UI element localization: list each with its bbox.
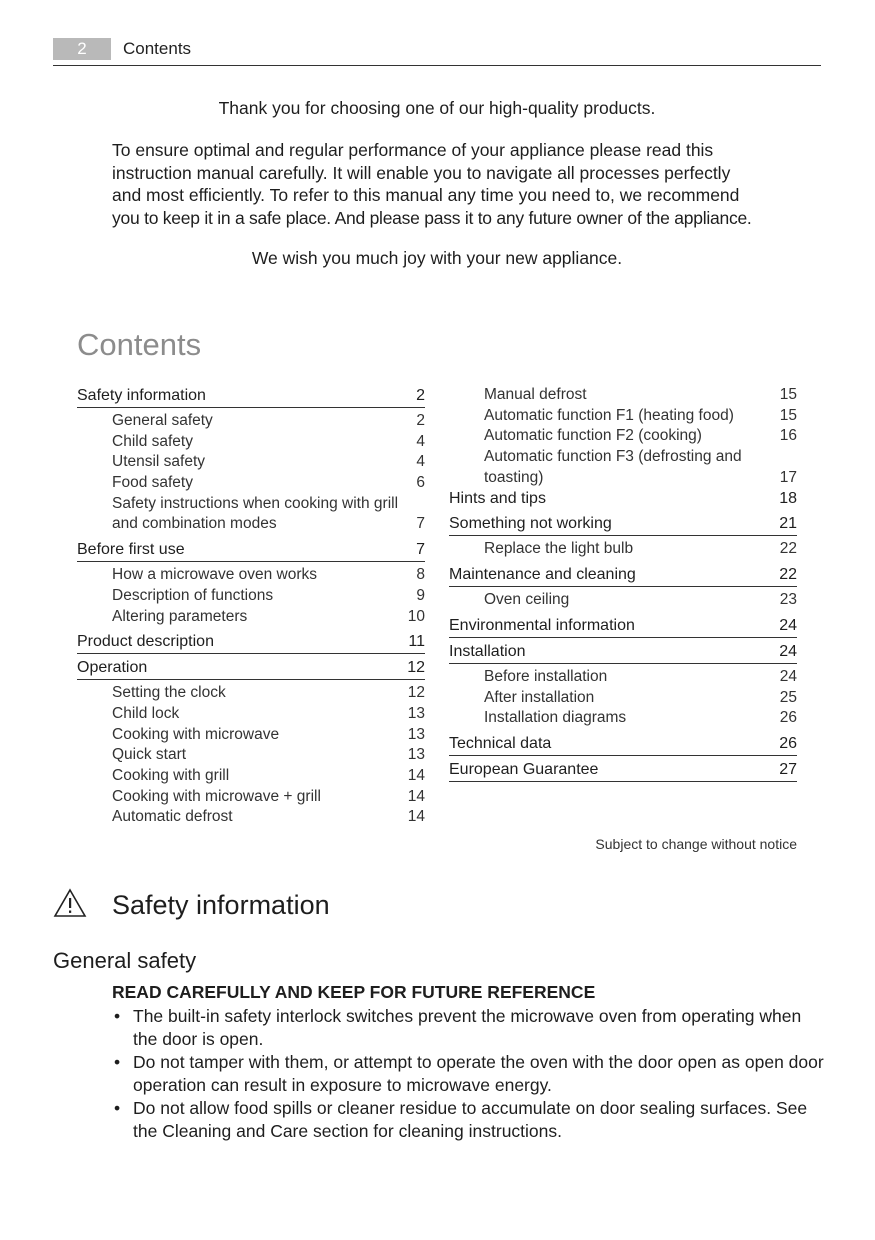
toc-subsection-title: Replace the light bulb — [484, 540, 634, 558]
toc-section[interactable] — [449, 564, 797, 587]
toc-subsection[interactable] — [77, 725, 425, 746]
safety-bullet: • The built-in safety interlock switches prevent the microwave oven from operating when the door is open. — [112, 1005, 824, 1050]
toc-section[interactable] — [77, 385, 425, 408]
toc-section-title: Before first use — [77, 541, 185, 559]
toc-subsection-page: 24 — [779, 667, 797, 685]
toc-subsection[interactable] — [77, 452, 425, 473]
toc-subsection-title: Automatic function F2 (cooking) — [484, 427, 702, 445]
safety-bullet: • Do not tamper with them, or attempt to operate the oven with the door open as open door operation can result in exposure to microwave energy. — [112, 1051, 824, 1096]
toc-subsection-title: Altering parameters — [112, 607, 248, 625]
toc-subsection[interactable] — [77, 787, 425, 808]
toc-subsection[interactable] — [77, 565, 425, 586]
toc-section[interactable] — [449, 641, 797, 664]
toc-subsection-page: 16 — [779, 427, 797, 445]
toc-subsection-title: Cooking with microwave — [112, 725, 280, 743]
toc-section[interactable] — [449, 488, 797, 510]
toc-section-page: 11 — [408, 633, 425, 651]
toc-subsection-page: 6 — [416, 474, 425, 492]
toc-subsection-page: 10 — [407, 607, 425, 625]
toc-subsection-title: Automatic defrost — [112, 808, 233, 826]
toc-section-page: 27 — [779, 760, 797, 778]
toc-section[interactable] — [77, 657, 425, 680]
toc-subsection[interactable] — [449, 539, 797, 560]
toc-subsection[interactable] — [77, 494, 425, 535]
toc-section-page: 24 — [779, 616, 797, 634]
contents-heading: Contents — [77, 327, 202, 362]
intro-line: instruction manual carefully. It will enable you to navigate all processes perfectly — [112, 162, 731, 183]
toc-subsection[interactable] — [449, 708, 797, 729]
toc-subsection-title: Before installation — [484, 667, 608, 685]
toc-section[interactable] — [449, 759, 797, 782]
toc-section-title: Something not working — [449, 515, 612, 533]
intro-line: To ensure optimal and regular performance of your appliance please read this — [112, 140, 714, 160]
toc-subsection-page: 4 — [416, 432, 425, 450]
toc-subsection-page: 14 — [407, 787, 425, 805]
toc-subsection-page: 15 — [779, 385, 797, 403]
toc-subsection-title: Quick start — [112, 746, 187, 764]
page-number: 2 — [53, 38, 111, 60]
toc-section-title: Product description — [77, 633, 214, 651]
toc-subsection-title: Cooking with microwave + grill — [112, 787, 321, 805]
toc-subsection[interactable] — [449, 447, 797, 488]
intro-wish: We wish you much joy with your new appliance. — [251, 248, 623, 268]
toc-section-page: 22 — [779, 566, 797, 584]
toc-subsection-page: 9 — [416, 586, 425, 604]
toc-subsection[interactable] — [449, 406, 797, 427]
toc-subsection-page: 4 — [416, 453, 425, 471]
toc-subsection[interactable] — [77, 704, 425, 725]
toc-subsection-title: Oven ceiling — [484, 591, 570, 609]
toc-subsection[interactable] — [449, 688, 797, 709]
toc-section-page: 18 — [779, 490, 797, 508]
toc-subsection-title: Child safety — [112, 432, 193, 450]
toc-section-title: European Guarantee — [449, 760, 599, 778]
toc-section-page: 7 — [416, 541, 425, 559]
toc-subsection-page: 13 — [407, 746, 425, 764]
toc-subsection-page: 23 — [779, 591, 797, 609]
toc-subsection[interactable] — [77, 766, 425, 787]
safety-information-title: Safety information — [112, 890, 330, 920]
toc-section-title: Operation — [77, 659, 148, 677]
toc-section-page: 21 — [779, 515, 797, 533]
toc-subsection[interactable] — [449, 426, 797, 447]
toc-subsection-title: How a microwave oven works — [112, 566, 318, 584]
intro-line: you to keep it in a safe place. And please pass it to any future owner of the appliance. — [112, 207, 752, 228]
toc-section-title: Environmental information — [449, 616, 635, 634]
toc-section-title: Maintenance and cleaning — [449, 566, 636, 584]
toc-section[interactable] — [449, 513, 797, 536]
intro-body — [112, 139, 764, 229]
toc-subsection[interactable] — [77, 586, 425, 607]
toc-section[interactable] — [449, 615, 797, 638]
intro-thanks: Thank you for choosing one of our high-quality products. — [218, 98, 656, 118]
toc-subsection-page: 7 — [416, 515, 425, 533]
toc-right-column — [449, 385, 797, 785]
toc-subsection-page: 17 — [779, 468, 797, 486]
toc-subsection-page: 14 — [407, 808, 425, 826]
subject-to-change-note: Subject to change without notice — [595, 836, 797, 852]
toc-subsection[interactable] — [449, 667, 797, 688]
toc-section-title: Hints and tips — [449, 490, 546, 508]
toc-subsection-page: 8 — [416, 566, 425, 584]
toc-subsection-title: General safety — [112, 412, 213, 429]
toc-section-page: 2 — [416, 387, 425, 404]
toc-subsection[interactable] — [449, 385, 797, 406]
toc-subsection-title: After installation — [484, 688, 595, 706]
general-safety-title: General safety — [53, 948, 197, 973]
toc-subsection-title: Safety instructions when cooking with grill and combination modes — [112, 494, 399, 533]
toc-section-title: Safety information — [77, 387, 206, 404]
toc-subsection[interactable] — [77, 473, 425, 494]
page-header — [53, 38, 821, 66]
toc-subsection-title: Child lock — [112, 704, 180, 722]
toc-subsection-page: 13 — [407, 725, 425, 743]
toc-section[interactable] — [77, 631, 425, 654]
toc-subsection-title: Utensil safety — [112, 453, 206, 471]
safety-bullet: • Do not allow food spills or cleaner residue to accumulate on door sealing surfaces. See the Cleaning and Care section for cleaning instructions. — [112, 1097, 824, 1142]
toc-subsection[interactable] — [77, 411, 425, 432]
warning-triangle-icon — [53, 888, 87, 918]
toc-section-title: Installation — [449, 642, 526, 660]
toc-section-page: 26 — [779, 734, 797, 752]
toc-subsection[interactable] — [77, 807, 425, 828]
toc-subsection[interactable] — [77, 432, 425, 453]
toc-section-page: 12 — [407, 659, 425, 677]
toc-subsection-page: 22 — [779, 540, 797, 558]
intro-line: and most efficiently. To refer to this manual any time you need to, we recommend — [112, 185, 740, 205]
toc-subsection-page: 13 — [407, 704, 425, 722]
toc-subsection-page: 15 — [779, 406, 797, 424]
toc-subsection-title: Installation diagrams — [484, 709, 627, 727]
toc-subsection[interactable] — [449, 590, 797, 611]
read-carefully-notice: READ CAREFULLY AND KEEP FOR FUTURE REFERENCE — [112, 982, 596, 1002]
toc-left-column — [77, 385, 425, 832]
toc-subsection-title: Automatic function F1 (heating food) — [484, 406, 734, 424]
toc-section-title: Technical data — [449, 734, 552, 752]
toc-subsection-page: 2 — [416, 411, 425, 429]
header-title: Contents — [123, 39, 192, 58]
toc-subsection-title: Automatic function F3 (defrosting and toasting) — [484, 448, 742, 486]
toc-subsection-page: 12 — [407, 684, 425, 702]
toc-subsection[interactable] — [77, 683, 425, 704]
safety-bullets — [112, 1005, 824, 1143]
toc-section[interactable] — [77, 539, 425, 562]
toc-subsection-page: 26 — [779, 709, 797, 727]
toc-subsection-title: Description of functions — [112, 586, 274, 604]
toc-subsection[interactable] — [77, 745, 425, 766]
toc-section-page: 24 — [779, 642, 797, 660]
toc-section[interactable] — [449, 733, 797, 756]
toc-subsection-title: Setting the clock — [112, 684, 226, 702]
toc-subsection-title: Cooking with grill — [112, 766, 230, 784]
toc-subsection[interactable] — [77, 607, 425, 628]
toc-subsection-title: Food safety — [112, 474, 193, 492]
toc-subsection-page: 14 — [407, 766, 425, 784]
toc-subsection-page: 25 — [779, 688, 797, 706]
toc-subsection-title: Manual defrost — [484, 386, 587, 403]
